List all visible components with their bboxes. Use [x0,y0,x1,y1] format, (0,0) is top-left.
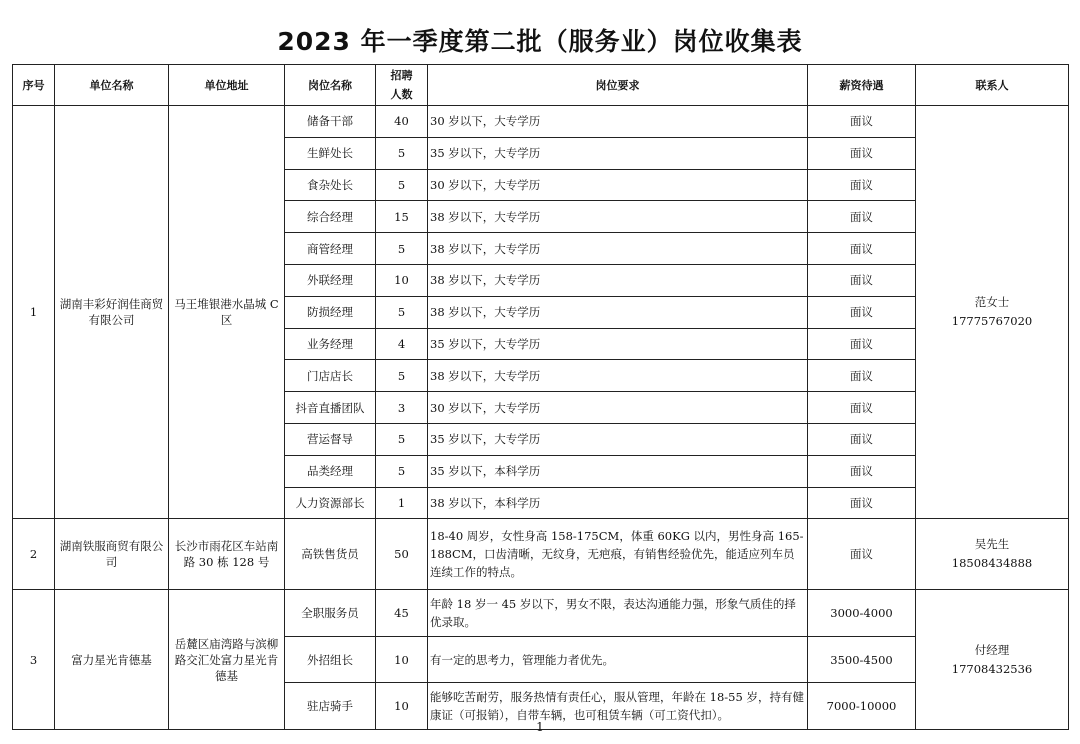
cell-salary: 面议 [808,328,916,360]
cell-count: 5 [376,360,428,392]
col-header-seq: 序号 [13,65,55,106]
cell-seq: 1 [13,106,55,519]
cell-salary: 面议 [808,296,916,328]
cell-requirements: 38 岁以下，大专学历 [428,233,808,265]
header-row [13,65,1069,106]
cell-salary: 面议 [808,519,916,590]
contact-name: 范女士 [974,295,1010,310]
cell-requirements: 能够吃苦耐劳，服务热情有责任心，服从管理，年龄在 18-55 岁，持有健康证（可报销），自带车辆，也可租赁车辆（可工资代扣）。 [428,683,808,730]
cell-salary: 面议 [808,106,916,138]
cell-count: 5 [376,137,428,169]
cell-count: 40 [376,106,428,138]
cell-position: 生鲜处长 [285,137,376,169]
col-header-salary: 薪资待遇 [808,65,916,106]
cell-position: 外招组长 [285,636,376,683]
col-header-requirements: 岗位要求 [428,65,808,106]
contact-phone: 17708432536 [951,661,1033,676]
col-header-count [376,65,428,106]
cell-position: 高铁售货员 [285,519,376,590]
cell-position: 商管经理 [285,233,376,265]
cell-requirements: 35 岁以下，大专学历 [428,137,808,169]
contact-name: 吴先生 [974,537,1010,552]
table-row [13,519,1069,590]
col-header-contact: 联系人 [916,65,1069,106]
cell-salary: 面议 [808,169,916,201]
cell-salary: 3000-4000 [808,590,916,637]
cell-requirements: 38 岁以下，大专学历 [428,264,808,296]
cell-count: 10 [376,683,428,730]
cell-count: 1 [376,487,428,519]
cell-position: 外联经理 [285,264,376,296]
cell-seq: 2 [13,519,55,590]
cell-seq: 3 [13,590,55,730]
cell-salary: 面议 [808,423,916,455]
cell-count: 5 [376,233,428,265]
page-title: 2023 年一季度第二批（服务业）岗位收集表 [277,27,803,56]
cell-count: 5 [376,296,428,328]
page-number: 1 [536,720,544,734]
cell-requirements: 30 岁以下，大专学历 [428,392,808,424]
cell-requirements: 18-40 周岁，女性身高 158-175CM，体重 60KG 以内，男性身高 165-188CM，口齿清晰，无纹身，无疤痕，有销售经验优先，能适应列车员连续工作的特点。 [428,519,808,590]
cell-company: 湖南丰彩好润佳商贸有限公司 [55,106,169,519]
col-header-position: 岗位名称 [285,65,376,106]
cell-requirements: 38 岁以下，大专学历 [428,296,808,328]
cell-requirements: 35 岁以下，大专学历 [428,423,808,455]
cell-position: 抖音直播团队 [285,392,376,424]
col-header-count-line2: 人数 [390,88,413,101]
cell-salary: 面议 [808,201,916,233]
cell-position: 防损经理 [285,296,376,328]
table-row [13,590,1069,637]
cell-position: 品类经理 [285,455,376,487]
cell-contact [916,106,1069,519]
cell-salary: 面议 [808,233,916,265]
cell-address: 马王堆银港水晶城 C 区 [169,106,285,519]
cell-position: 综合经理 [285,201,376,233]
cell-count: 5 [376,455,428,487]
cell-requirements: 30 岁以下，大专学历 [428,106,808,138]
cell-requirements: 35 岁以下，大专学历 [428,328,808,360]
cell-requirements: 38 岁以下，大专学历 [428,360,808,392]
cell-position: 食杂处长 [285,169,376,201]
cell-position: 全职服务员 [285,590,376,637]
cell-position: 驻店骑手 [285,683,376,730]
col-header-company: 单位名称 [55,65,169,106]
cell-contact [916,519,1069,590]
cell-count: 3 [376,392,428,424]
cell-address: 岳麓区庙湾路与滨柳路交汇处富力星光肯德基 [169,590,285,730]
cell-address: 长沙市雨花区车站南路 30 栋 128 号 [169,519,285,590]
col-header-count-line1: 招聘 [390,69,413,82]
cell-requirements: 38 岁以下，本科学历 [428,487,808,519]
table-body [13,106,1069,730]
cell-salary: 面议 [808,455,916,487]
cell-requirements: 30 岁以下，大专学历 [428,169,808,201]
cell-count: 5 [376,423,428,455]
cell-requirements: 年龄 18 岁一 45 岁以下，男女不限，表达沟通能力强，形象气质佳的择优录取。 [428,590,808,637]
cell-position: 储备干部 [285,106,376,138]
job-table [12,64,1069,730]
table-row [13,106,1069,138]
cell-salary: 7000-10000 [808,683,916,730]
cell-salary: 面议 [808,360,916,392]
cell-salary: 面议 [808,392,916,424]
cell-count: 10 [376,264,428,296]
cell-company: 富力星光肯德基 [55,590,169,730]
cell-position: 营运督导 [285,423,376,455]
contact-phone: 17775767020 [951,314,1033,329]
cell-count: 45 [376,590,428,637]
cell-salary: 3500-4500 [808,636,916,683]
cell-salary: 面议 [808,264,916,296]
cell-company: 湖南铁服商贸有限公司 [55,519,169,590]
cell-salary: 面议 [808,487,916,519]
cell-requirements: 38 岁以下，大专学历 [428,201,808,233]
contact-name: 付经理 [974,642,1010,657]
cell-requirements: 35 岁以下，本科学历 [428,455,808,487]
contact-phone: 18508434888 [951,556,1033,571]
cell-count: 5 [376,169,428,201]
cell-position: 业务经理 [285,328,376,360]
cell-position: 门店店长 [285,360,376,392]
cell-count: 15 [376,201,428,233]
cell-count: 4 [376,328,428,360]
cell-salary: 面议 [808,137,916,169]
cell-count: 50 [376,519,428,590]
cell-contact [916,590,1069,730]
col-header-address: 单位地址 [169,65,285,106]
cell-requirements: 有一定的思考力，管理能力者优先。 [428,636,808,683]
cell-count: 10 [376,636,428,683]
cell-position: 人力资源部长 [285,487,376,519]
